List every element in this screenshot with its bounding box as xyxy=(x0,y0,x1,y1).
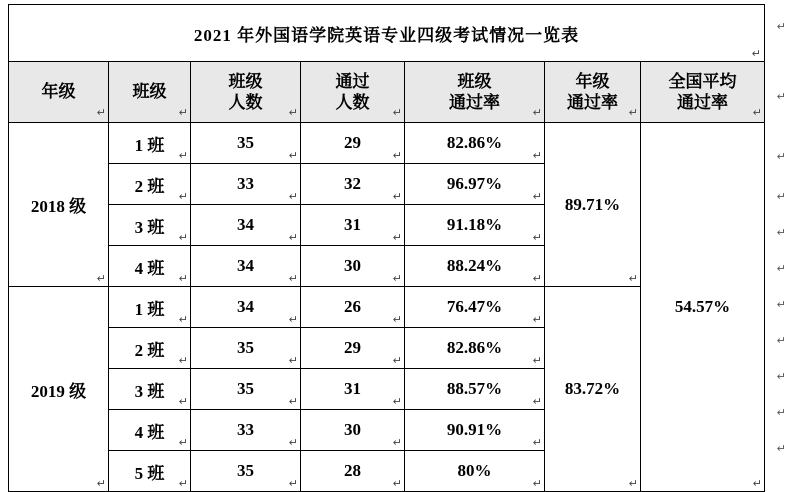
national-pass-rate: 54.57% ↵ xyxy=(641,123,765,492)
paragraph-mark-icon: ↵ xyxy=(178,396,188,408)
class-label: 3 班 ↵ xyxy=(109,369,191,410)
paragraph-mark-icon: ↵ xyxy=(392,355,402,367)
paragraph-mark-icon: ↵ xyxy=(776,263,786,275)
paragraph-mark-icon: ↵ xyxy=(776,299,786,311)
paragraph-mark-icon: ↵ xyxy=(532,314,542,326)
class-label: 2 班 ↵ xyxy=(109,164,191,205)
paragraph-mark-icon: ↵ xyxy=(532,396,542,408)
pass-count: 29 ↵ xyxy=(301,328,405,369)
paragraph-mark-icon: ↵ xyxy=(776,335,786,347)
class-size: 35 ↵ xyxy=(191,328,301,369)
paragraph-mark-icon: ↵ xyxy=(288,437,298,449)
class-label: 4 班 ↵ xyxy=(109,246,191,287)
page-title: 2021 年外国语学院英语专业四级考试情况一览表 ↵ xyxy=(9,5,765,62)
paragraph-mark-icon: ↵ xyxy=(532,150,542,162)
paragraph-mark-icon: ↵ xyxy=(532,107,542,120)
class-size: 35 ↵ xyxy=(191,451,301,492)
table-header-row xyxy=(9,62,765,123)
paragraph-mark-icon: ↵ xyxy=(178,273,188,285)
paragraph-mark-icon: ↵ xyxy=(288,355,298,367)
paragraph-mark-icon: ↵ xyxy=(776,371,786,383)
class-pass-rate: 90.91% ↵ xyxy=(405,410,545,451)
class-size: 34 ↵ xyxy=(191,246,301,287)
paragraph-mark-icon: ↵ xyxy=(776,191,786,203)
paragraph-mark-icon: ↵ xyxy=(628,478,638,490)
paragraph-mark-icon: ↵ xyxy=(392,396,402,408)
table-row xyxy=(9,123,765,164)
pass-count: 30 ↵ xyxy=(301,410,405,451)
pass-count: 29 ↵ xyxy=(301,123,405,164)
column-header-class-size: 班级 人数 ↵ xyxy=(191,62,301,123)
class-size: 33 ↵ xyxy=(191,164,301,205)
class-label: 5 班 ↵ xyxy=(109,451,191,492)
paragraph-mark-icon: ↵ xyxy=(776,151,786,163)
document-page xyxy=(0,4,788,490)
paragraph-mark-icon: ↵ xyxy=(96,107,106,120)
paragraph-mark-icon: ↵ xyxy=(392,314,402,326)
paragraph-mark-icon: ↵ xyxy=(776,443,786,455)
paragraph-mark-icon: ↵ xyxy=(288,191,298,203)
table-title-row xyxy=(9,5,765,62)
column-header-national-pass-rate: 全国平均 通过率 ↵ xyxy=(641,62,765,123)
paragraph-mark-icon: ↵ xyxy=(178,355,188,367)
column-header-class-pass-rate: 班级 通过率 ↵ xyxy=(405,62,545,123)
paragraph-mark-icon: ↵ xyxy=(178,191,188,203)
paragraph-mark-icon: ↵ xyxy=(178,314,188,326)
pass-count: 30 ↵ xyxy=(301,246,405,287)
paragraph-mark-icon: ↵ xyxy=(178,478,188,490)
paragraph-mark-icon: ↵ xyxy=(628,107,638,120)
column-header-class: 班级 ↵ xyxy=(109,62,191,123)
class-pass-rate: 88.24% ↵ xyxy=(405,246,545,287)
paragraph-mark-icon: ↵ xyxy=(178,232,188,244)
paragraph-mark-icon: ↵ xyxy=(532,478,542,490)
class-label: 1 班 ↵ xyxy=(109,123,191,164)
pass-count: 26 ↵ xyxy=(301,287,405,328)
paragraph-mark-icon: ↵ xyxy=(628,273,638,285)
class-size: 34 ↵ xyxy=(191,205,301,246)
paragraph-mark-icon: ↵ xyxy=(532,355,542,367)
paragraph-mark-icon: ↵ xyxy=(776,21,786,33)
class-pass-rate: 96.97% ↵ xyxy=(405,164,545,205)
paragraph-mark-icon: ↵ xyxy=(288,478,298,490)
class-label: 3 班 ↵ xyxy=(109,205,191,246)
paragraph-mark-icon: ↵ xyxy=(288,396,298,408)
pass-count: 31 ↵ xyxy=(301,205,405,246)
class-size: 35 ↵ xyxy=(191,369,301,410)
paragraph-mark-icon: ↵ xyxy=(392,437,402,449)
paragraph-mark-icon: ↵ xyxy=(776,407,786,419)
class-label: 2 班 ↵ xyxy=(109,328,191,369)
grade-label-2019: 2019 级 ↵ xyxy=(9,287,109,492)
paragraph-mark-icon: ↵ xyxy=(392,191,402,203)
class-pass-rate: 91.18% ↵ xyxy=(405,205,545,246)
paragraph-mark-icon: ↵ xyxy=(288,314,298,326)
paragraph-mark-icon: ↵ xyxy=(392,273,402,285)
pass-count: 32 ↵ xyxy=(301,164,405,205)
paragraph-mark-icon: ↵ xyxy=(288,107,298,120)
paragraph-mark-icon: ↵ xyxy=(178,107,188,120)
paragraph-mark-icon: ↵ xyxy=(392,232,402,244)
class-pass-rate: 80% ↵ xyxy=(405,451,545,492)
paragraph-mark-icon: ↵ xyxy=(96,478,106,490)
paragraph-mark-icon: ↵ xyxy=(532,232,542,244)
paragraph-mark-icon: ↵ xyxy=(532,273,542,285)
class-label: 4 班 ↵ xyxy=(109,410,191,451)
class-pass-rate: 88.57% ↵ xyxy=(405,369,545,410)
class-label: 1 班 ↵ xyxy=(109,287,191,328)
paragraph-mark-icon: ↵ xyxy=(288,232,298,244)
class-pass-rate: 76.47% ↵ xyxy=(405,287,545,328)
class-size: 34 ↵ xyxy=(191,287,301,328)
pass-count: 31 ↵ xyxy=(301,369,405,410)
paragraph-mark-icon: ↵ xyxy=(288,150,298,162)
grade-pass-rate-2019: 83.72% ↵ xyxy=(545,287,641,492)
class-size: 33 ↵ xyxy=(191,410,301,451)
paragraph-marks-column xyxy=(772,4,786,478)
paragraph-mark-icon: ↵ xyxy=(776,227,786,239)
pass-count: 28 ↵ xyxy=(301,451,405,492)
paragraph-mark-icon: ↵ xyxy=(392,150,402,162)
exam-results-table xyxy=(8,4,765,492)
class-pass-rate: 82.86% ↵ xyxy=(405,328,545,369)
class-size: 35 ↵ xyxy=(191,123,301,164)
paragraph-mark-icon: ↵ xyxy=(288,273,298,285)
column-header-grade: 年级 ↵ xyxy=(9,62,109,123)
grade-pass-rate-2018: 89.71% ↵ xyxy=(545,123,641,287)
paragraph-mark-icon: ↵ xyxy=(532,191,542,203)
paragraph-mark-icon: ↵ xyxy=(96,273,106,285)
paragraph-mark-icon: ↵ xyxy=(532,437,542,449)
paragraph-mark-icon: ↵ xyxy=(776,91,786,103)
paragraph-mark-icon: ↵ xyxy=(751,48,762,60)
grade-label-2018: 2018 级 ↵ xyxy=(9,123,109,287)
paragraph-mark-icon: ↵ xyxy=(752,478,762,490)
class-pass-rate: 82.86% ↵ xyxy=(405,123,545,164)
paragraph-mark-icon: ↵ xyxy=(392,107,402,120)
paragraph-mark-icon: ↵ xyxy=(178,437,188,449)
paragraph-mark-icon: ↵ xyxy=(178,150,188,162)
paragraph-mark-icon: ↵ xyxy=(752,107,762,120)
paragraph-mark-icon: ↵ xyxy=(392,478,402,490)
column-header-grade-pass-rate: 年级 通过率 ↵ xyxy=(545,62,641,123)
column-header-pass-count: 通过 人数 ↵ xyxy=(301,62,405,123)
